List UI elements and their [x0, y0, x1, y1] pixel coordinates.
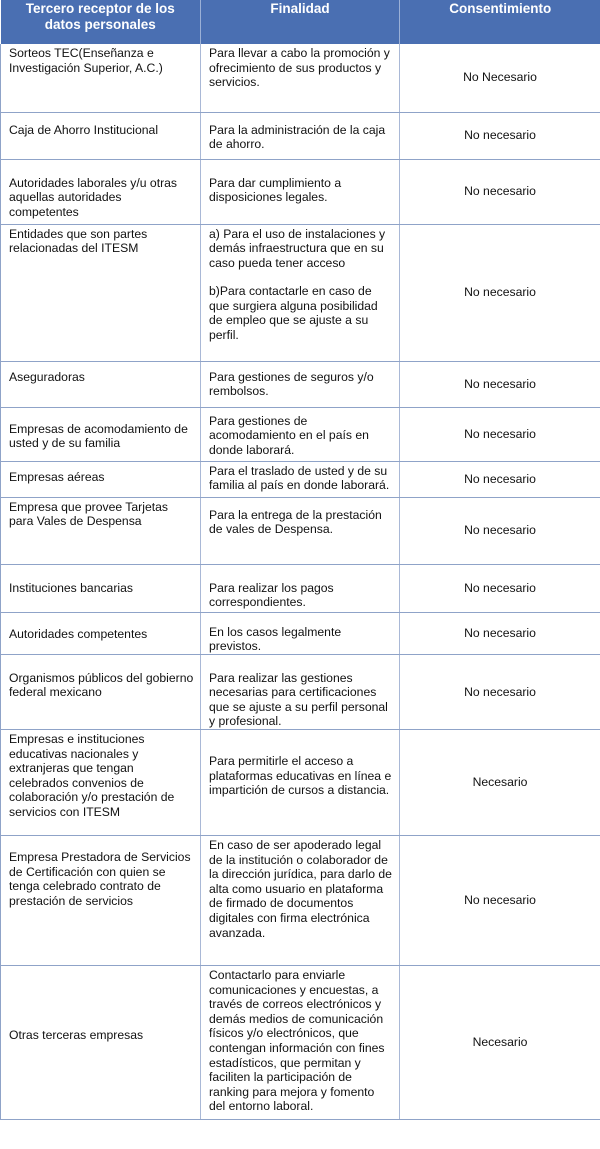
cell-consentimiento: No necesario — [400, 224, 600, 361]
cell-receptor: Empresa Prestadora de Servicios de Certificación con quien se tenga celebrado contrato de prestación de servicios — [1, 836, 201, 966]
cell-consentimiento: No necesario — [400, 612, 600, 654]
cell-receptor: Empresas e instituciones educativas nacionales y extranjeras que tengan celebrados convenios de colaboración y/o prestación de servicios con ITESM — [1, 730, 201, 836]
cell-receptor: Sorteos TEC(Enseñanza e Investigación Superior, A.C.) — [1, 44, 201, 112]
header-receptor: Tercero receptor de los datos personales — [1, 0, 201, 44]
finalidad-paragraph: Para el traslado de usted y de su familia al país en donde laborará. — [209, 463, 390, 493]
cell-consentimiento: Necesario — [400, 730, 600, 836]
finalidad-paragraph: Para llevar a cabo la promoción y ofrecimiento de sus productos y servicios. — [209, 46, 390, 90]
cell-finalidad — [201, 407, 400, 461]
cell-finalidad — [201, 836, 400, 966]
table-body — [1, 44, 600, 1120]
cell-receptor: Entidades que son partes relacionadas del ITESM — [1, 224, 201, 361]
cell-consentimiento: No necesario — [400, 836, 600, 966]
table-row — [1, 461, 600, 497]
cell-receptor: Aseguradoras — [1, 361, 201, 407]
cell-consentimiento: No necesario — [400, 407, 600, 461]
cell-finalidad — [201, 654, 400, 729]
cell-finalidad — [201, 564, 400, 612]
table-row — [1, 159, 600, 224]
cell-receptor: Autoridades competentes — [1, 612, 201, 654]
finalidad-paragraph: Para gestiones de acomodamiento en el país en donde laborará. — [209, 413, 369, 457]
cell-finalidad — [201, 224, 400, 361]
cell-finalidad — [201, 159, 400, 224]
cell-consentimiento: No necesario — [400, 461, 600, 497]
cell-finalidad — [201, 461, 400, 497]
cell-receptor: Caja de Ahorro Institucional — [1, 112, 201, 159]
finalidad-paragraph: b)Para contactarle en caso de que surgiera alguna posibilidad de empleo que se ajuste a su perfil. — [209, 284, 378, 343]
finalidad-paragraph: Para realizar los pagos correspondientes. — [209, 580, 334, 610]
table-row — [1, 112, 600, 159]
cell-consentimiento: No necesario — [400, 497, 600, 564]
finalidad-paragraph: Para gestiones de seguros y/o rembolsos. — [209, 369, 374, 399]
cell-receptor: Autoridades laborales y/u otras aquellas autoridades competentes — [1, 159, 201, 224]
table-row — [1, 497, 600, 564]
table-row — [1, 654, 600, 729]
finalidad-paragraph: Para realizar las gestiones necesarias para certificaciones que se ajuste a su perfil personal y profesional. — [209, 670, 388, 729]
cell-consentimiento: No necesario — [400, 564, 600, 612]
table-row — [1, 361, 600, 407]
finalidad-paragraph: Para la administración de la caja de ahorro. — [209, 122, 386, 152]
cell-consentimiento: No necesario — [400, 159, 600, 224]
cell-finalidad — [201, 497, 400, 564]
cell-finalidad — [201, 966, 400, 1120]
finalidad-paragraph: Contactarlo para enviarle comunicaciones y encuestas, a través de correos electrónicos y demás medios de comunicación físicos y/o electrónicos, que contengan información con fines estadísticos, que permitan y faciliten la participación de ranking para mejora y fomento del entorno laboral. — [209, 968, 385, 1114]
cell-finalidad — [201, 361, 400, 407]
table-row — [1, 564, 600, 612]
cell-consentimiento: No Necesario — [400, 44, 600, 112]
cell-consentimiento: No necesario — [400, 654, 600, 729]
cell-finalidad — [201, 44, 400, 112]
cell-receptor: Instituciones bancarias — [1, 564, 201, 612]
finalidad-paragraph: En los casos legalmente previstos. — [209, 624, 342, 654]
cell-receptor: Organismos públicos del gobierno federal mexicano — [1, 654, 201, 729]
cell-finalidad — [201, 112, 400, 159]
table-row — [1, 612, 600, 654]
cell-finalidad — [201, 730, 400, 836]
finalidad-paragraph: Para permitirle el acceso a plataformas educativas en línea e impartición de cursos a distancia. — [209, 754, 392, 798]
table-row — [1, 224, 600, 361]
cell-receptor: Empresas aéreas — [1, 461, 201, 497]
finalidad-paragraph: Para dar cumplimiento a disposiciones legales. — [209, 175, 342, 205]
cell-finalidad — [201, 612, 400, 654]
table-row — [1, 730, 600, 836]
finalidad-paragraph: a) Para el uso de instalaciones y demás infraestructura que en su caso pueda tener acceso — [209, 226, 386, 270]
cell-consentimiento: No necesario — [400, 361, 600, 407]
cell-receptor: Empresa que provee Tarjetas para Vales de Despensa — [1, 497, 201, 564]
finalidad-paragraph: En caso de ser apoderado legal de la institución o colaborador de la dirección jurídica, para darlo de alta como usuario en plataforma de firmado de documentos digitales con firma electrónica avanzada. — [209, 838, 392, 940]
cell-consentimiento: No necesario — [400, 112, 600, 159]
header-row — [1, 0, 600, 44]
cell-receptor: Otras terceras empresas — [1, 966, 201, 1120]
cell-receptor: Empresas de acomodamiento de usted y de su familia — [1, 407, 201, 461]
table-row — [1, 966, 600, 1120]
finalidad-paragraph: Para la entrega de la prestación de vales de Despensa. — [209, 507, 382, 537]
cell-consentimiento: Necesario — [400, 966, 600, 1120]
header-consentimiento: Consentimiento — [400, 0, 600, 44]
table-row — [1, 407, 600, 461]
table-row — [1, 836, 600, 966]
header-finalidad: Finalidad — [201, 0, 400, 44]
table-row — [1, 44, 600, 112]
